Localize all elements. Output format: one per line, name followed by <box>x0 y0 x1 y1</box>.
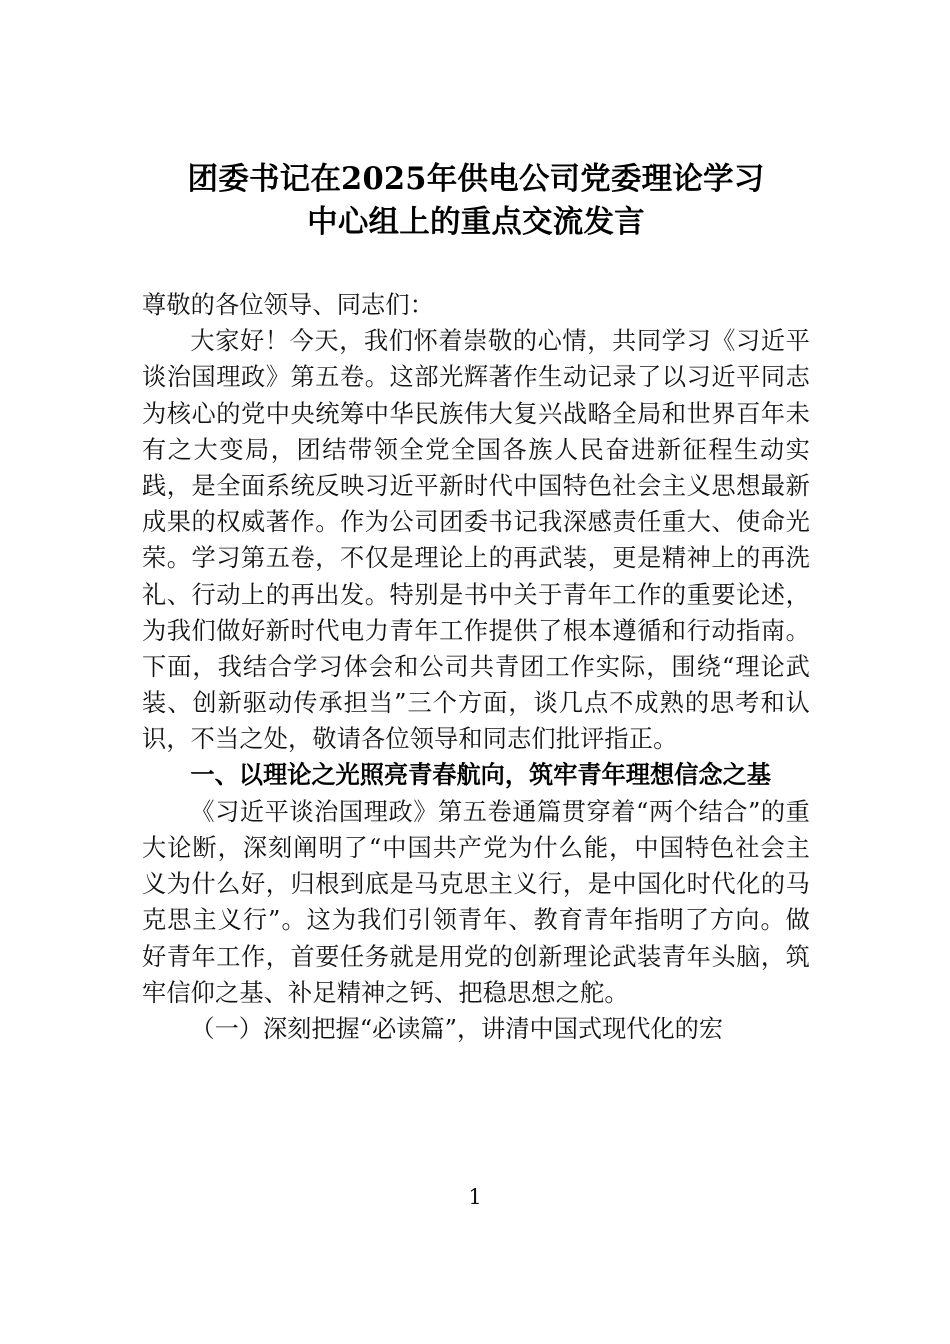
document-body <box>142 287 810 1047</box>
section-body-1: 《习近平谈治国理政》第五卷通篇贯穿着“两个结合”的重大论断，深刻阐明了“中国共产党为什么能，中国特色社会主义为什么好，归根到底是马克思主义行，是中国化时代化的马克思主义行”。这为我们引领青年、教育青年指明了方向。做好青年工作，首要任务就是用党的创新理论武装青年头脑，筑牢信仰之基、补足精神之钙、把稳思想之舵。 <box>142 797 810 1007</box>
page-title <box>142 0 810 244</box>
salutation-line: 尊敬的各位领导、同志们： <box>142 291 435 319</box>
subsection-heading-1: （一）深刻把握“必读篇”，讲清中国式现代化的宏 <box>190 1015 724 1044</box>
opening-paragraph: 大家好！今天，我们怀着崇敬的心情，共同学习《习近平谈治国理政》第五卷。这部光辉著作生动记录了以习近平同志为核心的党中央统筹中华民族伟大复兴战略全局和世界百年未有之大变局，团结带领全党全国各族人民奋进新征程生动实践，是全面系统反映习近平新时代中国特色社会主义思想最新成果的权威著作。作为公司团委书记我深感责任重大、使命光荣。学习第五卷，不仅是理论上的再武装，更是精神上的再洗礼、行动上的再出发。特别是书中关于青年工作的重要论述，为我们做好新时代电力青年工作提供了根本遵循和行动指南。下面，我结合学习体会和公司共青团工作实际，围绕“理论武装、创新驱动传承担当”三个方面，谈几点不成熟的思考和认识，不当之处，敬请各位领导和同志们批评指正。 <box>142 327 810 754</box>
page-number: 1 <box>468 1185 482 1209</box>
document-content-column <box>142 0 810 1047</box>
page-title-line-1: 团委书记在2025年供电公司党委理论学习 <box>187 161 765 197</box>
section-heading-1: 一、以理论之光照亮青春航向，筑牢青年理想信念之基 <box>190 761 771 789</box>
page-title-line-2: 中心组上的重点交流发言 <box>307 204 645 240</box>
